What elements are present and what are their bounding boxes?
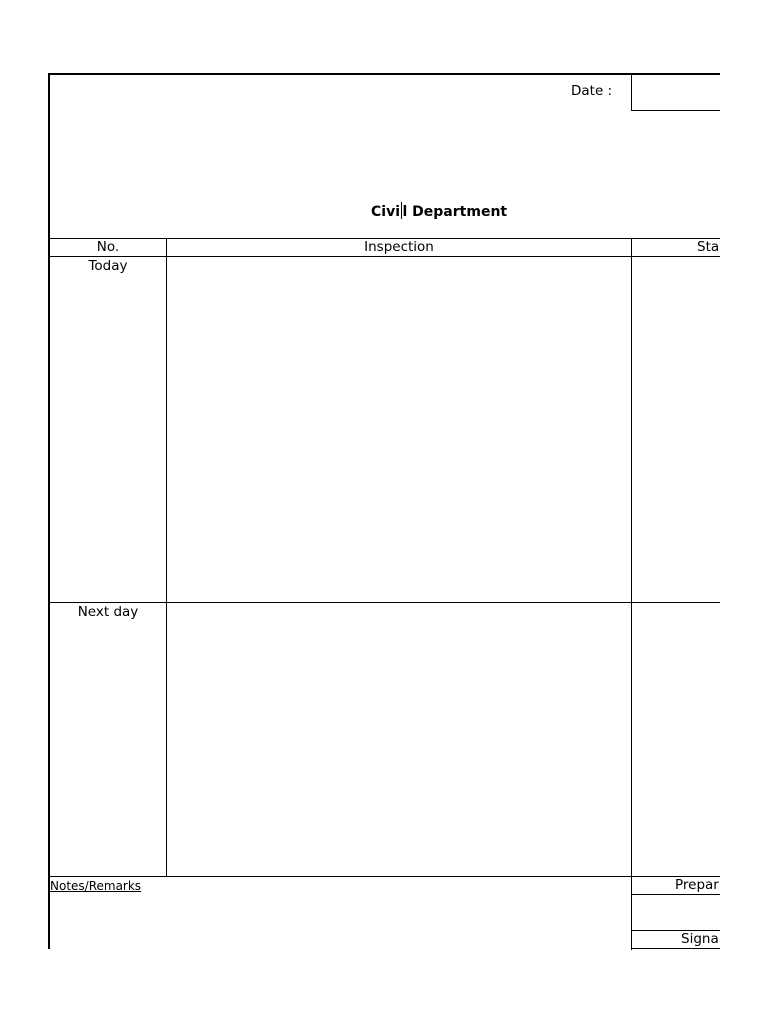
row-nextday-inspection-cell[interactable]: [170, 604, 628, 874]
date-box-left: [631, 74, 632, 111]
prepared-divider: [631, 894, 720, 895]
page-title: [371, 202, 507, 220]
table-header-bottom: [48, 256, 720, 257]
column-header-status: Sta: [697, 239, 720, 255]
left-border: [48, 73, 50, 949]
column-divider-2: [631, 238, 632, 877]
row-today-inspection-cell[interactable]: [170, 258, 628, 600]
column-header-no: No.: [96, 239, 120, 255]
table-bottom: [48, 876, 720, 877]
signature-divider-bottom: [631, 948, 720, 949]
row-divider: [48, 602, 720, 603]
date-field[interactable]: [636, 84, 716, 104]
notes-remarks-label: Notes/Remarks: [50, 879, 142, 893]
row-today-label: Today: [88, 258, 128, 274]
column-divider-1: [166, 238, 167, 877]
row-nextday-status-cell[interactable]: [635, 604, 717, 874]
column-header-inspection: Inspection: [364, 239, 434, 255]
date-box-bottom: [631, 110, 720, 111]
prepared-by-label: Prepar: [675, 877, 719, 893]
date-label: Date :: [571, 83, 613, 99]
prepared-box-left: [631, 877, 632, 950]
title-part-2: l Department: [402, 204, 508, 220]
row-today-status-cell[interactable]: [635, 258, 717, 600]
row-nextday-label: Next day: [77, 604, 139, 620]
top-border: [48, 73, 720, 75]
signature-label: Signa: [681, 931, 719, 947]
title-part-1: Civi: [371, 204, 400, 220]
